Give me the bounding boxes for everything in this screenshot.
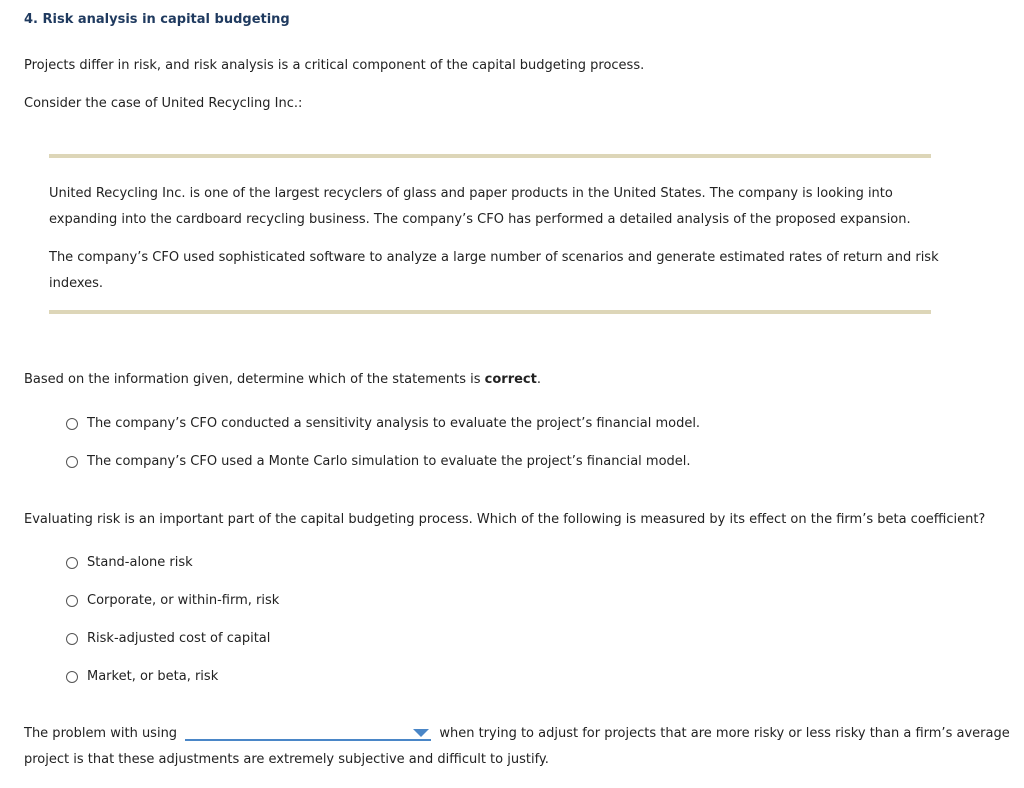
consider-text: Consider the case of United Recycling Inc.: [24,96,303,111]
q2-option-market[interactable] [66,669,218,684]
radio-button[interactable] [66,557,78,569]
case-p2-line1: The company’s CFO used sophisticated software to analyze a large number of scenarios and generate estimated rates of return and risk [49,250,939,265]
q1-prompt-end: . [536,372,541,387]
case-p1-line2: expanding into the cardboard recycling business. The company’s CFO has performed a detailed analysis of the proposed expansion. [49,212,911,227]
radio-button[interactable] [66,671,78,683]
q2-option-risk-adjusted[interactable] [66,631,270,646]
case-p1-line1: United Recycling Inc. is one of the largest recyclers of glass and paper products in the United States. The company is looking into [49,186,893,201]
q2-option-label: Corporate, or within-firm, risk [87,593,280,608]
case-p2-line2: indexes. [49,276,104,291]
q2-option-label: Risk-adjusted cost of capital [87,631,271,646]
section-heading: 4. Risk analysis in capital budgeting [24,12,290,27]
q1-prompt-text: Based on the information given, determine which of the statements is [24,372,485,387]
q3-dropdown[interactable] [185,727,431,741]
radio-button[interactable] [66,595,78,607]
q3-pre-text: The problem with using [24,726,178,741]
q3-line2: project is that these adjustments are extremely subjective and difficult to justify. [24,752,549,767]
radio-button[interactable] [66,633,78,645]
q2-option-stand-alone[interactable] [66,555,193,570]
q2-option-label: Stand-alone risk [87,555,193,570]
intro-text: Projects differ in risk, and risk analysis is a critical component of the capital budgeting process. [24,58,645,73]
q2-prompt: Evaluating risk is an important part of the capital budgeting process. Which of the following is measured by its effect on the firm’s beta coefficient? [24,512,986,527]
radio-button[interactable] [66,418,78,430]
radio-button[interactable] [66,456,78,468]
q1-option-monte-carlo[interactable] [66,454,691,469]
chevron-down-icon[interactable] [413,729,429,737]
q2-option-corporate[interactable] [66,593,279,608]
q3-line1 [24,726,1010,741]
q1-prompt-bold: correct [484,372,537,387]
q1-option-label: The company’s CFO conducted a sensitivity analysis to evaluate the project’s financial model. [87,416,701,431]
case-box [49,154,939,314]
q1-option-label: The company’s CFO used a Monte Carlo simulation to evaluate the project’s financial model. [87,454,691,469]
q1-prompt [24,372,541,387]
q3-post-text: when trying to adjust for projects that are more risky or less risky than a firm’s average [439,726,1010,741]
case-text [49,158,939,310]
q2-option-label: Market, or beta, risk [87,669,219,684]
case-bottom-rule [49,310,931,314]
q1-option-sensitivity[interactable] [66,416,700,431]
